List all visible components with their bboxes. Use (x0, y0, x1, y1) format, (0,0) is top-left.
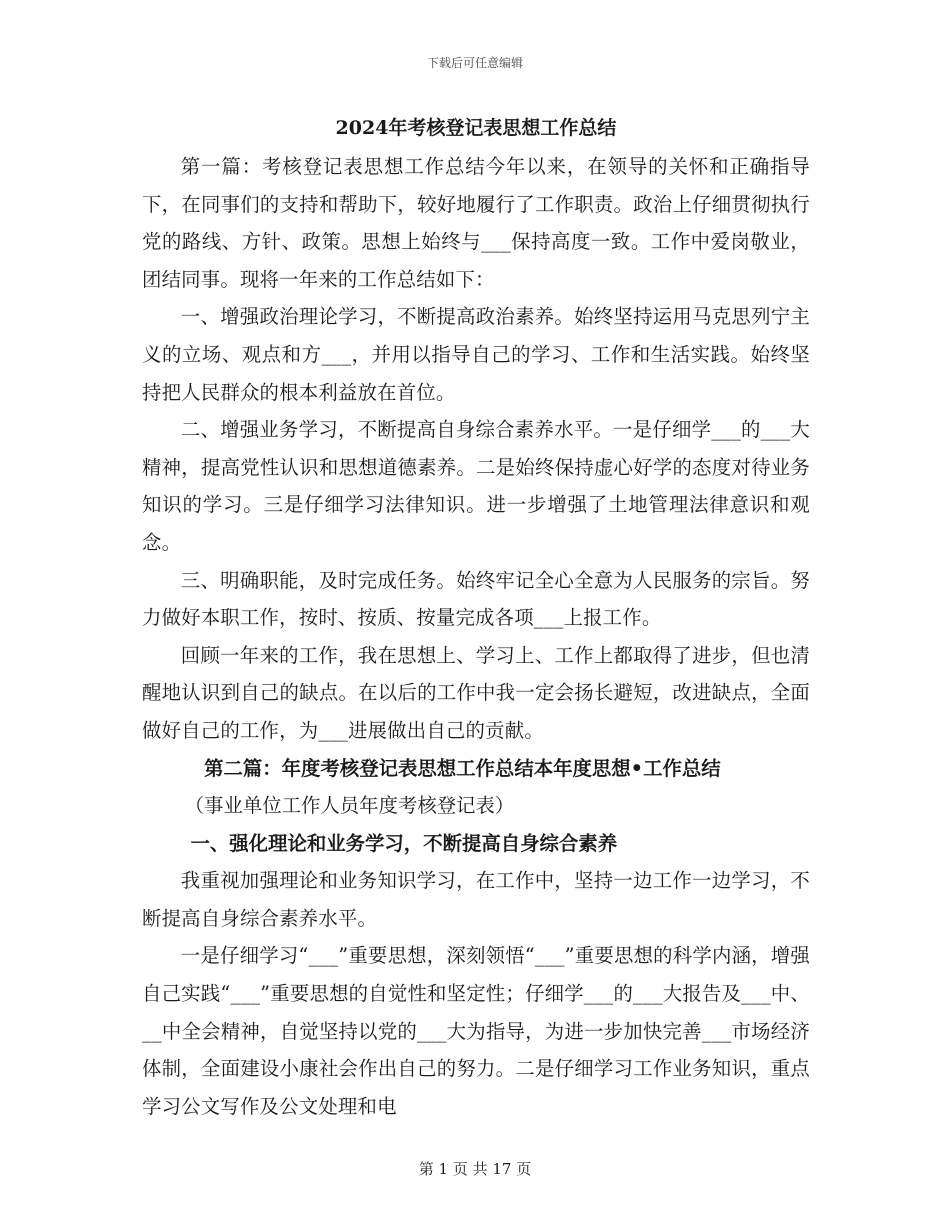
paragraph: 二、增强业务学习，不断提高自身综合素养水平。一是仔细学___的___大精神，提高党性认识和思想道德素养。二是始终保持虚心好学的态度对待业务知识的学习。三是仔细学习法律知识。进一步增强了土地管理法律意识和观念。 (142, 418, 810, 554)
page-number: 第 1 页 共 17 页 (418, 1160, 532, 1178)
section2-title: 第二篇：年度考核登记表思想工作总结本年度思想•工作总结 (204, 756, 721, 780)
paragraph: 回顾一年来的工作，我在思想上、学习上、工作上都取得了进步，但也清醒地认识到自己的缺点。在以后的工作中我一定会扬长避短，改进缺点，全面做好自己的工作，为___进展做出自己的贡献。 (142, 643, 810, 742)
paragraph: 第一篇：考核登记表思想工作总结今年以来，在领导的关怀和正确指导下，在同事们的支持和帮助下，较好地履行了工作职责。政治上仔细贯彻执行党的路线、方针、政策。思想上始终与___保持高度一致。工作中爱岗敬业，团结同事。现将一年来的工作总结如下： (142, 155, 810, 291)
paragraph: 一是仔细学习“___”重要思想，深刻领悟“___”重要思想的科学内涵，增强自己实践“___”重要思想的自觉性和坚定性；仔细学___的___大报告及___中、__中全会精神，自觉坚持以党的___大为指导，为进一步加快完善___市场经济体制，全面建设小康社会作出自己的努力。二是仔细学习工作业务知识，重点学习公文写作及公文处理和电 (142, 944, 810, 1118)
section2-heading: 一、强化理论和业务学习，不断提高自身综合素养 (190, 831, 618, 855)
paragraph: 三、明确职能，及时完成任务。始终牢记全心全意为人民服务的宗旨。努力做好本职工作，按时、按质、按量完成各项___上报工作。 (142, 568, 810, 630)
document-title: 2024年考核登记表思想工作总结 (335, 117, 617, 139)
section2-subtitle: （事业单位工作人员年度考核登记表） (184, 794, 515, 818)
document-body (142, 112, 810, 1125)
paragraph: 一、增强政治理论学习，不断提高政治素养。始终坚持运用马克思列宁主义的立场、观点和方___，并用以指导自己的学习、工作和生活实践。始终坚持把人民群众的根本利益放在首位。 (142, 305, 810, 404)
paragraph: 我重视加强理论和业务知识学习，在工作中，坚持一边工作一边学习，不断提高自身综合素养水平。 (142, 869, 810, 930)
page-header-note: 下载后可任意编辑 (426, 56, 523, 70)
